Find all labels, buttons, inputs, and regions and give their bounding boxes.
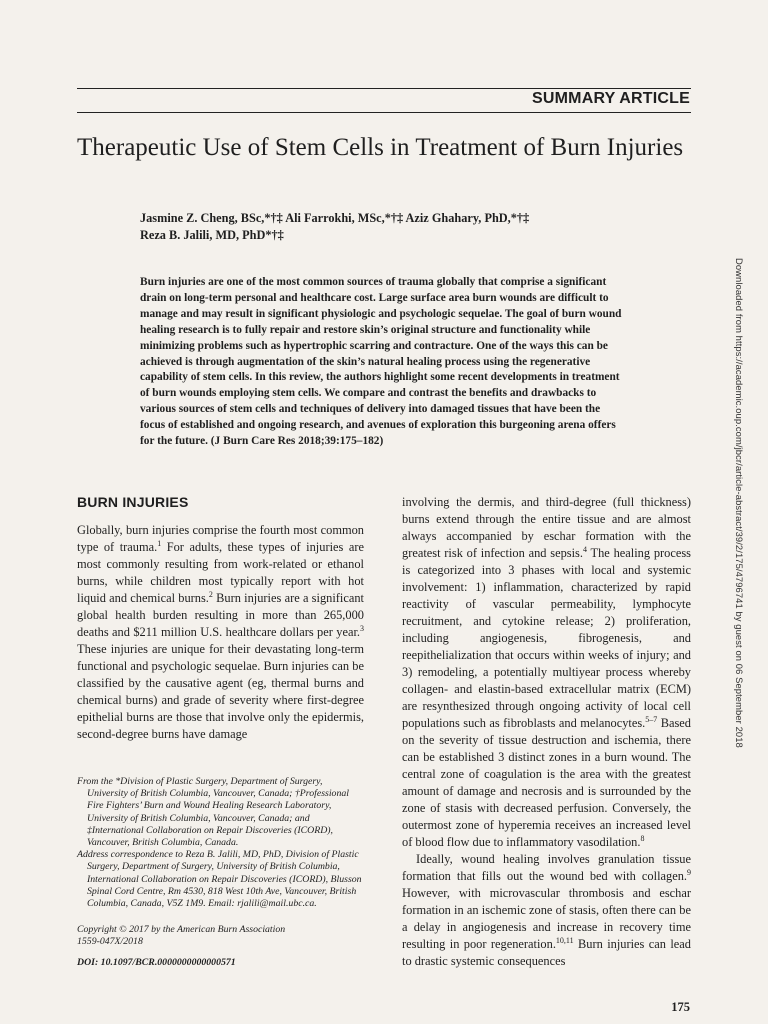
paragraph: Globally, burn injuries comprise the fourth most common type of trauma.$^1$ For adults, these types of injuries are most commonly resulting from work-related or ethanol burns, while children most typically report with hot liquid and chemical burns.$^2$ Burn injuries are a significant global health burden resulting in more than 265,000 deaths and $211 million U.S. healthcare dollars per year.$^3$ These injuries are unique for their devastating long-term functional and psychologic sequelae. Burn injuries can be classified by the causative agent (eg, thermal burns and chemical burns) and grade of severity where first-degree epithelial burns are those that involve only the epidermis, second-degree burns have damage: [77, 523, 364, 741]
section-heading: BURN INJURIES: [77, 494, 189, 510]
right-column: [402, 494, 691, 970]
paragraph: involving the dermis, and third-degree (full thickness) burns extend through the entire tissue and are almost always accompanied by eschar formation with the greatest risk of infection and sepsis.$^4$ The healing process is categorized into 3 phases with local and systemic involvement: 1) inflammation, characterized by rapid reactivity of vascular permeability, lymphocyte recruitment, and cytokine release; 2) proliferation, including angiogenesis, fibrogenesis, and reepithelialization that occurs within weeks of injury; and 3) remodeling, a potentially multiyear process whereby collagen- and elastin-based extracellular matrix (ECM) are resynthesized through ongoing activity of local cell populations such as fibroblasts and melanocytes.$^{5-7}$ Based on the severity of tissue destruction and ischemia, there can be established 3 distinct zones in a burn wound. The central zone of coagulation is the area with the greatest amount of damage and necrosis and is surrounded by the zone of stasis with decreased perfusion. Conversely, the outermost zone of hyperemia receives an increased level of blood flow due to inflammatory vasodilation.$^8$: [402, 495, 691, 849]
affiliation-note: From the *Division of Plastic Surgery, Department of Surgery, University of British Columbia, Vancouver, Canada; †Professional Fire Fighters’ Burn and Wound Healing Research Laboratory, University of British Columbia, Vancouver, Canada; and ‡International Collaboration on Repair Discoveries (ICORD), Vancouver, British Columbia, Canada.: [77, 776, 349, 849]
section-label: SUMMARY ARTICLE: [532, 90, 690, 107]
reference-citation: 3: [360, 623, 364, 633]
download-watermark: Downloaded from https://academic.oup.com/jbcr/article-abstract/39/2/175/4796741 by guest on 06 September 2018: [734, 258, 745, 748]
left-column: [77, 494, 364, 743]
author-list: [140, 210, 640, 244]
author-line-2: Reza B. Jalili, MD, PhD*†‡: [140, 228, 284, 242]
paragraph: Ideally, wound healing involves granulation tissue formation that fills out the wound bed with collagen.$^9$ However, with microvascular thrombosis and eschar formation in an ischemic zone of stasis, often there can be a delay in angiogenesis and increase in recovery time resulting in poor regeneration.$^{10,11}$ Burn injuries can lead to drastic systemic consequences: [402, 852, 691, 968]
header-rule-bottom: [77, 112, 691, 113]
right-column-text: [402, 494, 691, 970]
header-rule-top: [77, 88, 691, 89]
reference-citation: 10,11: [555, 935, 574, 945]
doi-note: DOI: 10.1097/BCR.0000000000000571: [77, 956, 236, 968]
copyright-note: Copyright © 2017 by the American Burn Association: [77, 924, 286, 936]
reference-citation: 1: [157, 538, 162, 548]
reference-citation: 8: [640, 833, 645, 843]
reference-citation: 9: [687, 867, 691, 877]
abstract: Burn injuries are one of the most common sources of trauma globally that comprise a significant drain on long-term personal and healthcare cost. Large surface area burn wounds are difficult to manage and may result in significant physiologic and psychologic sequelae. The goal of burn wound healing research is to fully repair and restore skin’s original structure and functionality while minimizing problems such as hypertrophic scarring and contracture. One of the ways this can be achieved is through augmentation of the skin’s natural healing process using the regenerative capability of stem cells. In this review, the authors highlight some recent developments in treatment of burn wounds employing stem cells. We compare and contrast the benefits and drawbacks to various sources of stem cells and techniques of delivery into damaged tissues that have been the focus of established and ongoing research, and avenues of exploration this burgeoning arena offers for the future. (J Burn Care Res 2018;39:175–182): [140, 276, 622, 448]
reference-citation: 4: [582, 544, 587, 554]
footnotes: [77, 776, 364, 969]
page-number: 175: [671, 1000, 690, 1014]
reference-citation: 5–7: [645, 714, 658, 724]
issn-note: 1559-047X/2018: [77, 936, 143, 948]
correspondence-note: Address correspondence to Reza B. Jalili, MD, PhD, Division of Plastic Surgery, Department of Surgery, University of British Columbia, International Collaboration on Repair Discoveries (ICORD), Blusson Spinal Cord Centre, Rm 4530, 818 West 10th Ave, Vancouver, British Columbia, Canada, V5Z 1M9. Email: rjalili@mail.ubc.ca.: [77, 849, 362, 910]
article-title: Therapeutic Use of Stem Cells in Treatment of Burn Injuries: [77, 134, 684, 161]
author-line-1: Jasmine Z. Cheng, BSc,*†‡ Ali Farrokhi, MSc,*†‡ Aziz Ghahary, PhD,*†‡: [140, 211, 530, 225]
reference-citation: 2: [208, 589, 213, 599]
left-column-text: [77, 522, 364, 743]
